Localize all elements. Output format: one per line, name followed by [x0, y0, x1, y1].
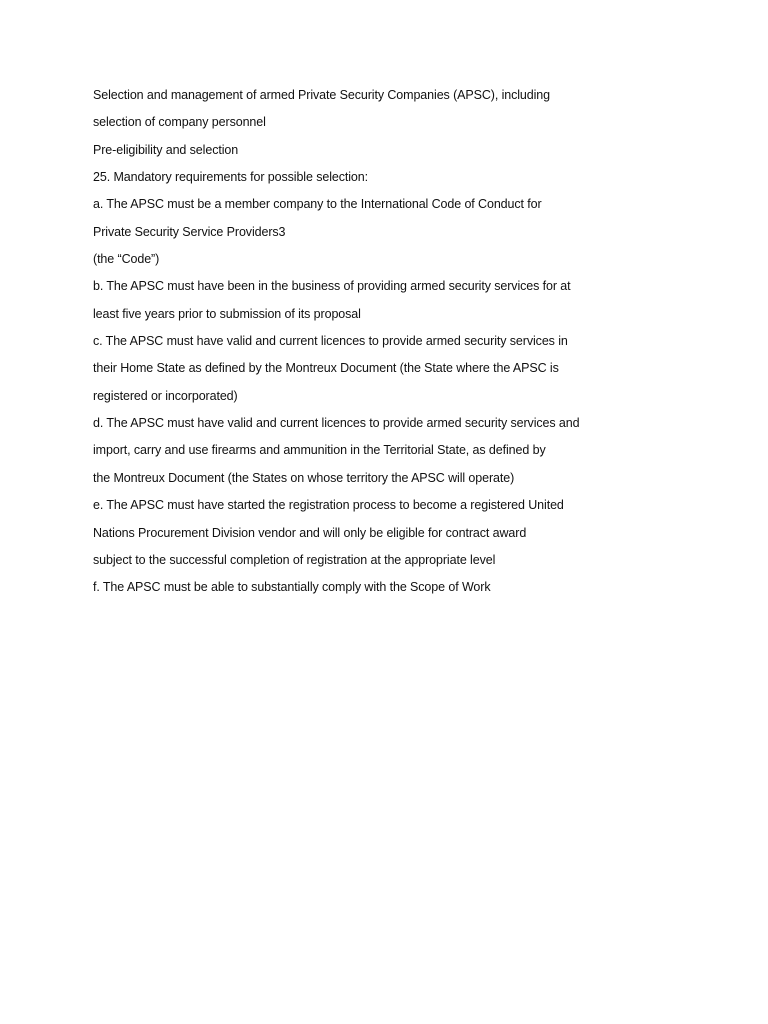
requirement-f-line: f. The APSC must be able to substantially comply with the Scope of Work: [93, 580, 491, 595]
requirement-e-line: Nations Procurement Division vendor and will only be eligible for contract award: [93, 525, 527, 540]
requirement-e-line: subject to the successful completion of registration at the appropriate level: [93, 552, 496, 567]
requirement-a-line: a. The APSC must be a member company to the International Code of Conduct for: [93, 197, 542, 212]
requirement-a-line: Private Security Service Providers3: [93, 224, 286, 239]
document-body: [93, 82, 713, 602]
requirement-d-line: the Montreux Document (the States on whose territory the APSC will operate): [93, 470, 515, 485]
requirement-c-line: c. The APSC must have valid and current licences to provide armed security services in: [93, 334, 568, 349]
requirement-b-line: b. The APSC must have been in the business of providing armed security services for at: [93, 279, 571, 294]
requirement-d-line: d. The APSC must have valid and current licences to provide armed security services and: [93, 416, 580, 431]
requirement-c-line: registered or incorporated): [93, 388, 238, 403]
subheading-line: Pre-eligibility and selection: [93, 142, 239, 157]
heading-line: selection of company personnel: [93, 115, 266, 130]
heading-line: Selection and management of armed Private Security Companies (APSC), including: [93, 88, 551, 102]
requirements-intro-line: 25. Mandatory requirements for possible selection:: [93, 170, 369, 185]
requirement-c-line: their Home State as defined by the Montreux Document (the State where the APSC is: [93, 361, 559, 376]
requirement-a-line: (the “Code”): [93, 252, 160, 267]
requirement-b-line: least five years prior to submission of its proposal: [93, 306, 361, 321]
requirement-e-line: e. The APSC must have started the registration process to become a registered United: [93, 498, 564, 513]
requirement-d-line: import, carry and use firearms and ammunition in the Territorial State, as defined by: [93, 443, 546, 458]
